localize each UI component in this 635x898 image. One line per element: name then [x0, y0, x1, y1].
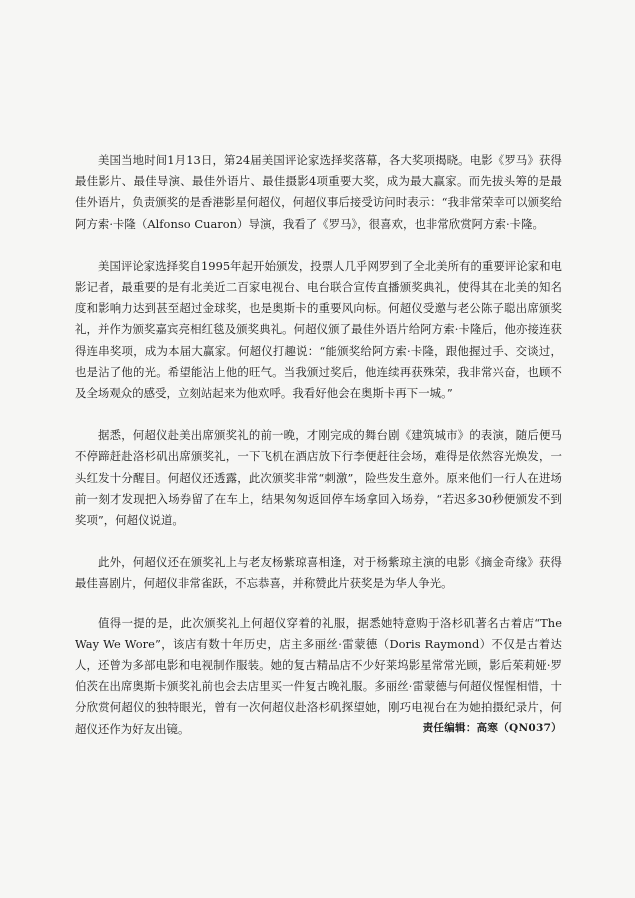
article-paragraph: 此外，何超仪还在颁奖礼上与老友杨紫琼喜相逢，对于杨紫琼主演的电影《摘金奇缘》获得最佳喜剧片，何超仪非常雀跃，不忘恭喜，并称赞此片获奖是为华人争光。: [75, 555, 562, 591]
article-paragraph: 值得一提的是，此次颁奖礼上何超仪穿着的礼服，据悉她特意购于洛杉矶著名古着店“The Way We Wore”，该店有数十年历史，店主多丽丝·雷蒙德（Doris Raymond）不仅是古着达人，还曾为多部电影和电视制作服装。她的复古精品店不少好莱坞影星常常光顾，影后茱莉娅·罗伯茨在出席奥斯卡颁奖礼前也会去店里买一件复古晚礼服。多丽丝·雷蒙德与何超仪惺惺相惜，十分欣赏何超仪的独特眼光，曾有一次何超仪赴洛杉矶探望她，刚巧电视台在为她拍摄纪录片，何超仪还作为好友出镜。: [75, 615, 562, 736]
article-paragraph: 据悉，何超仪赴美出席颁奖礼的前一晚，才刚完成的舞台剧《建筑城市》的表演，随后便马不停蹄赶赴洛杉矶出席颁奖礼，一下飞机在酒店放下行李便赶往会场，难得是依然容光焕发，一头红发十分醒目。何超仪还透露，此次颁奖非常“刺激”，险些发生意外。原来他们一行人在进场前一刻才发现把入场券留了在车上，结果匆匆返回停车场拿回入场券，“若迟多30秒便颁发不到奖项”，何超仪说道。: [75, 428, 562, 528]
article-paragraph: 美国当地时间1月13日，第24届美国评论家选择奖落幕，各大奖项揭晓。电影《罗马》获得最佳影片、最佳导演、最佳外语片、最佳摄影4项重要大奖，成为最大赢家。而先拔头筹的是最佳外语片，负责颁奖的是香港影星何超仪，何超仪事后接受访问时表示：“我非常荣幸可以颁奖给阿方索·卡隆（Alfonso Cuaron）导演，我看了《罗马》，很喜欢，也非常欣赏阿方索·卡隆。: [75, 153, 562, 231]
article-body: [75, 150, 562, 761]
editor-signature: 责任编辑：高寒（QN037）: [422, 722, 562, 734]
article-paragraph: 美国评论家选择奖自1995年起开始颁发，投票人几乎网罗到了全北美所有的重要评论家和电影记者，最重要的是有北美近二百家电视台、电台联合宣传直播颁奖典礼，使得其在北美的知名度和影响力达到甚至超过金球奖，也是奥斯卡的重要风向标。何超仪受邀与老公陈子聪出席颁奖礼，并作为颁奖嘉宾亮相红毯及颁奖典礼。何超仪颁了最佳外语片给阿方索·卡隆后，他亦接连获得连串奖项，成为本届大赢家。何超仪打趣说：“能颁奖给阿方索·卡隆，跟他握过手、交谈过，也是沾了他的光。希望能沾上他的旺气。当我颁过奖后，他连续再获殊荣，我非常兴奋，也顾不及全场观众的感受，立刻站起来为他欢呼。我看好他会在奥斯卡再下一城。”: [75, 258, 562, 401]
